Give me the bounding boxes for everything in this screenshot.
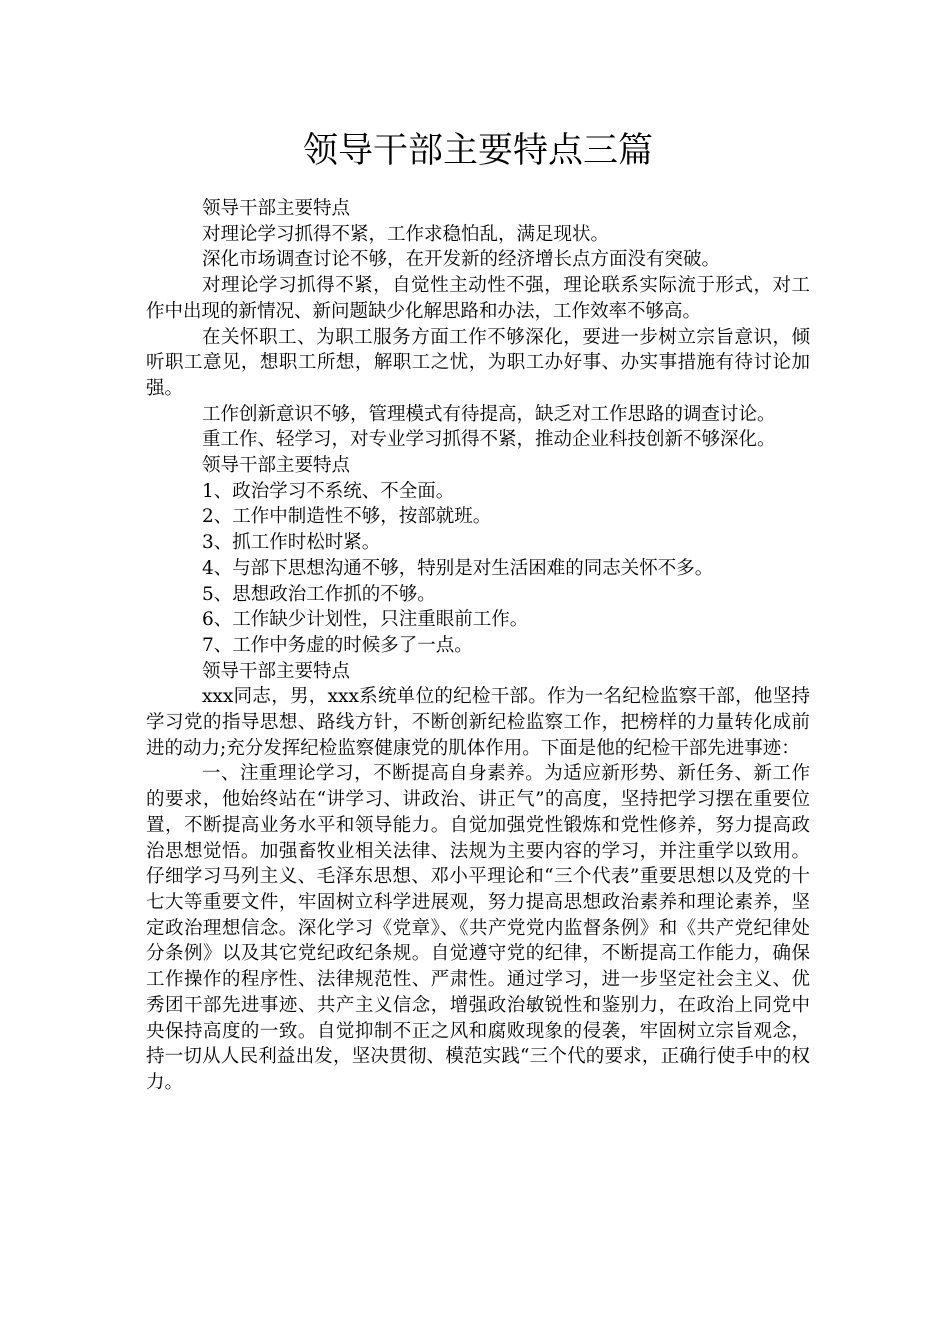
paragraph: xxx同志，男，xxx系统单位的纪检干部。作为一名纪检监察干部，他坚持学习党的指导思想、路线方针，不断创新纪检监察工作，把榜样的力量转化成前进的动力;充分发挥纪检监察健康党的肌体作用。下面是他的纪检干部先进事迹：: [146, 686, 810, 759]
document-page: [146, 0, 810, 1344]
paragraph: 对理论学习抓得不紧，工作求稳怕乱，满足现状。: [202, 223, 610, 245]
list-item: 5、思想政治工作抓的不够。: [202, 583, 436, 605]
paragraph: 深化市场调查讨论不够，在开发新的经济增长点方面没有突破。: [202, 249, 721, 271]
list-item: 1、政治学习不系统、不全面。: [202, 480, 455, 502]
paragraph: 一、注重理论学习，不断提高自身素养。为适应新形势、新任务、新工作的要求，他始终站在“讲学习、讲政治、讲正气”的高度，坚持把学习摆在重要位置，不断提高业务水平和领导能力。自觉加强党性锻炼和党性修养，努力提高政治思想觉悟。加强畜牧业相关法律、法规为主要内容的学习，并注重学以致用。仔细学习马列主义、毛泽东思想、邓小平理论和“三个代表”重要思想以及党的十七大等重要文件，牢固树立科学进展观，努力提高思想政治素养和理论素养，坚定政治理想信念。深化学习《党章》、《共产党党内监督条例》和《共产党纪律处分条例》以及其它党纪政纪条规。自觉遵守党的纪律，不断提高工作能力，确保工作操作的程序性、法律规范性、严肃性。通过学习，进一步坚定社会主义、优秀团干部先进事迹、共产主义信念，增强政治敏锐性和鉴别力，在政治上同党中央保持高度的一致。自觉抑制不正之风和腐败现象的侵袭，牢固树立宗旨观念，持一切从人民利益出发，坚决贯彻、模范实践“三个代的要求，正确行使手中的权力。: [146, 763, 810, 1093]
section-heading: 领导干部主要特点: [202, 455, 351, 477]
section-heading: 领导干部主要特点: [202, 660, 351, 682]
list-item: 4、与部下思想沟通不够，特别是对生活困难的同志关怀不多。: [202, 557, 714, 579]
paragraph: 在关怀职工、为职工服务方面工作不够深化，要进一步树立宗旨意识，倾听职工意见，想职工所想，解职工之忧，为职工办好事、办实事措施有待讨论加强。: [146, 326, 810, 399]
document-body: [146, 196, 810, 1096]
list-item: 3、抓工作时松时紧。: [202, 532, 381, 554]
document-title: 领导干部主要特点三篇: [302, 131, 653, 171]
list-item: 6、工作缺少计划性，只注重眼前工作。: [202, 609, 529, 631]
list-item: 2、工作中制造性不够，按部就班。: [202, 506, 492, 528]
paragraph: 对理论学习抓得不紧，自觉性主动性不强，理论联系实际流于形式，对工作中出现的新情况、新问题缺少化解思路和办法，工作效率不够高。: [146, 275, 810, 322]
paragraph: 工作创新意识不够，管理模式有待提高，缺乏对工作思路的调查讨论。: [202, 403, 776, 425]
section-heading: 领导干部主要特点: [202, 198, 351, 219]
paragraph: 重工作、轻学习，对专业学习抓得不紧，推动企业科技创新不够深化。: [202, 429, 776, 451]
list-item: 7、工作中务虚的时候多了一点。: [202, 634, 473, 656]
